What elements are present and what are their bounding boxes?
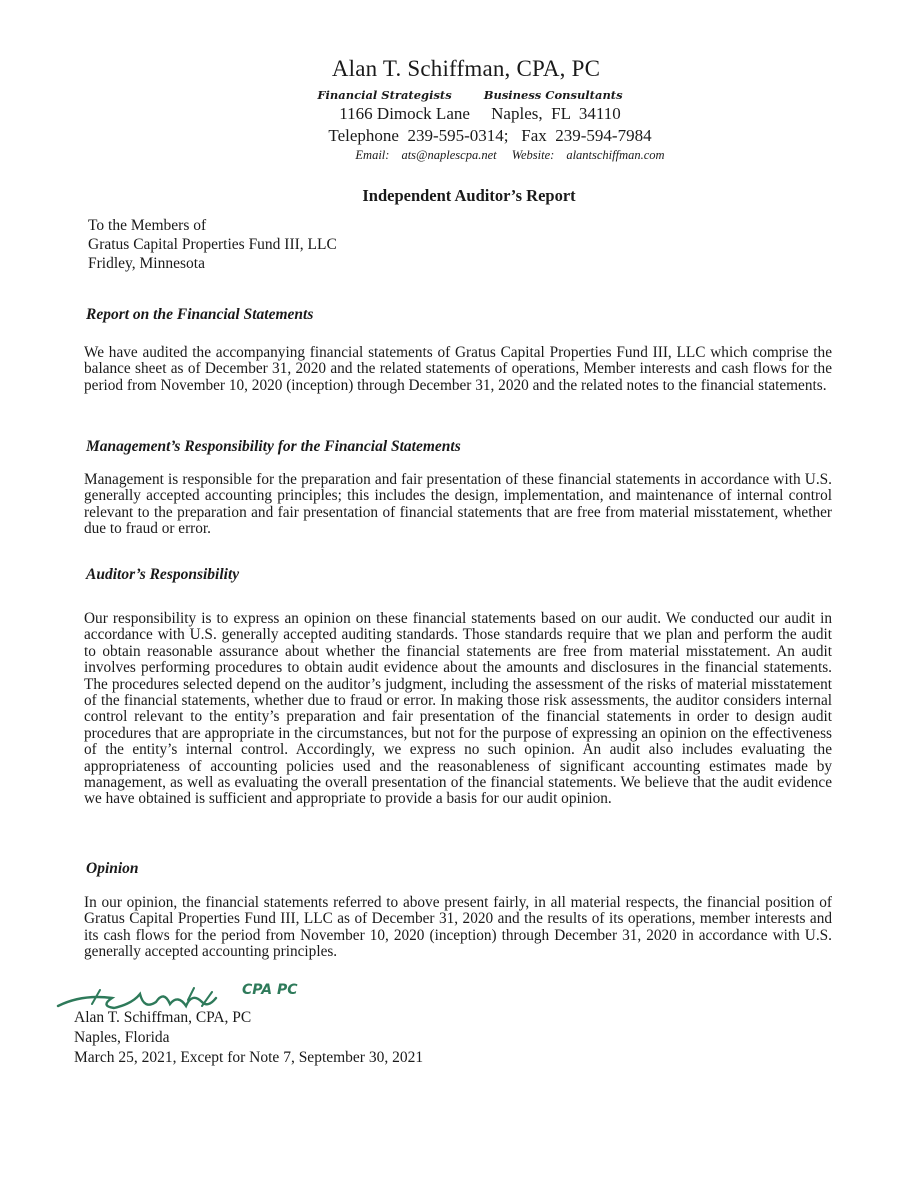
firm-address: 1166 Dimock Lane Naples, FL 34110 (339, 104, 621, 123)
email-label: Email: (355, 148, 390, 162)
website[interactable]: alantschiffman.com (566, 148, 665, 162)
report-heading: Report on the Financial Statements (86, 306, 314, 323)
signature-block (74, 1008, 423, 1068)
management-heading: Management’s Responsibility for the Financial Statements (86, 438, 461, 455)
addressee-line: Gratus Capital Properties Fund III, LLC (88, 236, 337, 253)
addressee-line: Fridley, Minnesota (88, 255, 205, 272)
auditor-paragraph: Our responsibility is to express an opinion on these financial statements based on our audit. We conducted our audit in accordance with U.S. generally accepted auditing standards. Those standards require that we plan and perform the audit to obtain reasonable assurance about whether the financial statements are free from material misstatement. An audit involves performing procedures to obtain audit evidence about the amounts and disclosures in the financial statements. The procedures selected depend on the auditor’s judgment, including the assessment of the risks of material misstatement of the financial statements, whether due to fraud or error. In making those risk assessments, the auditor considers internal control relevant to the entity’s preparation and fair presentation of the financial statements in order to design audit procedures that are appropriate in the circumstances, but not for the purpose of expressing an opinion on the effectiveness of the entity’s internal control. Accordingly, we express no such opinion. An audit also includes evaluating the appropriateness of accounting policies used and the reasonableness of significant accounting estimates made by management, as well as evaluating the overall presentation of the financial statements. We believe that the audit evidence we have obtained is sufficient and appropriate to provide a basis for our audit opinion. (84, 610, 832, 808)
report-date: March 25, 2021, Except for Note 7, September 30, 2021 (74, 1049, 424, 1066)
addressee-line: To the Members of (88, 217, 207, 234)
signer-location: Naples, Florida (74, 1029, 170, 1046)
auditor-heading: Auditor’s Responsibility (86, 566, 240, 583)
firm-name: Alan T. Schiffman, CPA, PC (331, 56, 601, 81)
letterhead (230, 56, 750, 163)
firm-contact (270, 148, 750, 163)
signature-text: CPA PC (242, 982, 298, 998)
tagline-left: Financial Strategists (317, 88, 452, 102)
firm-phone: Telephone 239-595-0314; Fax 239-594-7984 (328, 126, 652, 145)
email[interactable]: ats@naplescpa.net (401, 148, 497, 162)
opinion-paragraph: In our opinion, the financial statements referred to above present fairly, in all material respects, the financial position of Gratus Capital Properties Fund III, LLC as of December 31, 2020 and the results of its operations, member interests and its cash flows for the period from November 10, 2020 (inception) through December 31, 2020 in accordance with U.S. generally accepted accounting principles. (84, 894, 832, 961)
website-label: Website: (511, 148, 555, 162)
firm-tagline (190, 88, 750, 102)
report-title: Independent Auditor’s Report (362, 186, 576, 205)
report-paragraph: We have audited the accompanying financial statements of Gratus Capital Properties Fund III, LLC which comprise the balance sheet as of December 31, 2020 and the related statements of operations, Member interests and cash flows for the period from November 10, 2020 (inception) through December 31, 2020 and the related notes to the financial statements. (84, 344, 832, 394)
opinion-heading: Opinion (86, 860, 139, 877)
signer-firm: Alan T. Schiffman, CPA, PC (74, 1009, 252, 1026)
management-paragraph: Management is responsible for the preparation and fair presentation of these financial statements in accordance with U.S. generally accepted accounting principles; this includes the design, implementation, and maintenance of internal control relevant to the preparation and fair presentation of financial statements that are free from material misstatement, whether due to fraud or error. (84, 471, 832, 538)
tagline-right: Business Consultants (483, 88, 623, 102)
addressee (88, 216, 337, 273)
